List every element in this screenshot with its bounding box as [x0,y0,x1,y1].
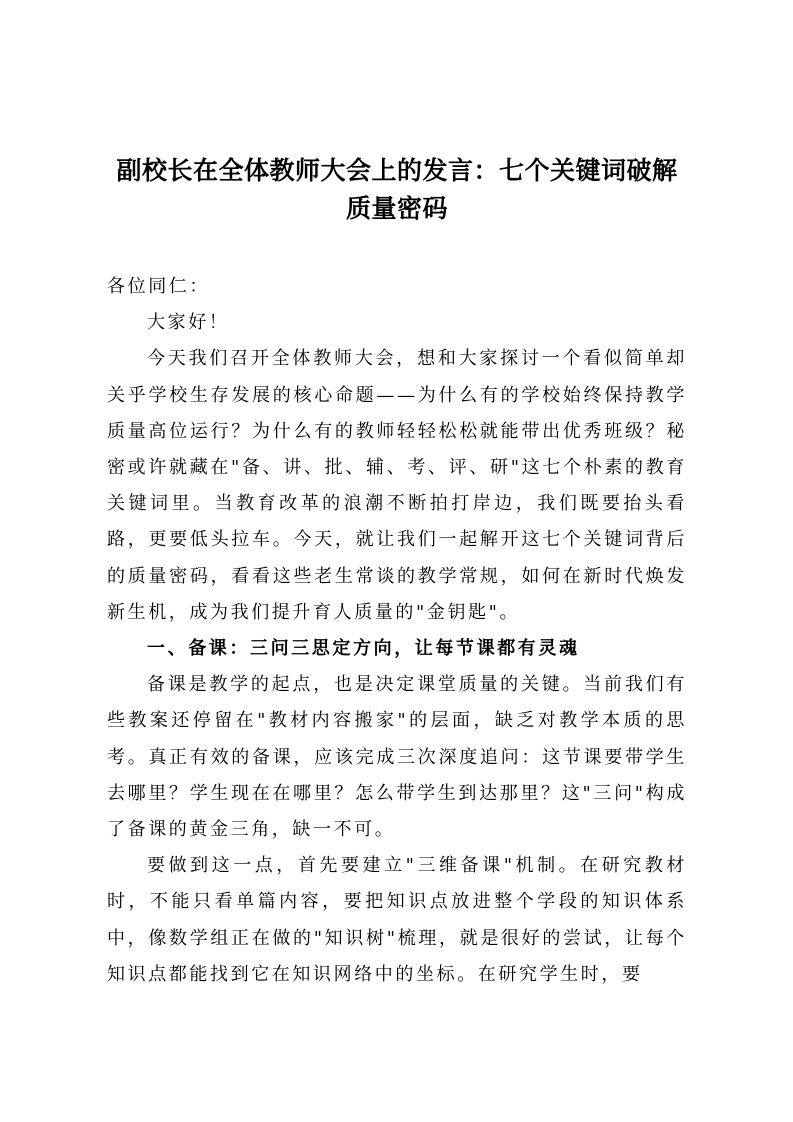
section-heading: 一、备课：三问三思定方向，让每节课都有灵魂 [147,638,580,660]
section-paragraph: 备课是教学的起点，也是决定课堂质量的关键。当前我们有些教案还停留在"教材内容搬家"的层面，缺乏对教学本质的思考。真正有效的备课，应该完成三次深度追问：这节课要带学生去哪里？学生现在在哪里？怎么带学生到达那里？这"三问"构成了备课的黄金三角，缺一不可。 [107,674,687,841]
section-paragraph: 要做到这一点，首先要建立"三维备课"机制。在研究教材时，不能只看单篇内容，要把知识点放进整个学段的知识体系中，像数学组正在做的"知识树"梳理，就是很好的尝试，让每个知识点都能找到它在知识网络中的坐标。在研究学生时，要 [107,855,687,985]
salutation: 各位同仁： [107,276,210,297]
document-title: 副校长在全体教师大会上的发言：七个关键词破解质量密码 [116,156,678,223]
intro-paragraph: 今天我们召开全体教师大会，想和大家探讨一个看似简单却关乎学校生存发展的核心命题——为什么有的学校始终保持教学质量高位运行？为什么有的教师轻轻松松就能带出优秀班级？秘密或许就藏在"备、讲、批、辅、考、评、研"这七个朴素的教育关键词里。当教育改革的浪潮不断拍打岸边，我们既要抬头看路，更要低头拉车。今天，就让我们一起解开这七个关键词背后的质量密码，看看这些老生常谈的教学常规，如何在新时代焕发新生机，成为我们提升育人质量的"金钥匙"。 [107,348,687,623]
greeting: 大家好！ [147,312,230,334]
document-body [107,269,687,993]
